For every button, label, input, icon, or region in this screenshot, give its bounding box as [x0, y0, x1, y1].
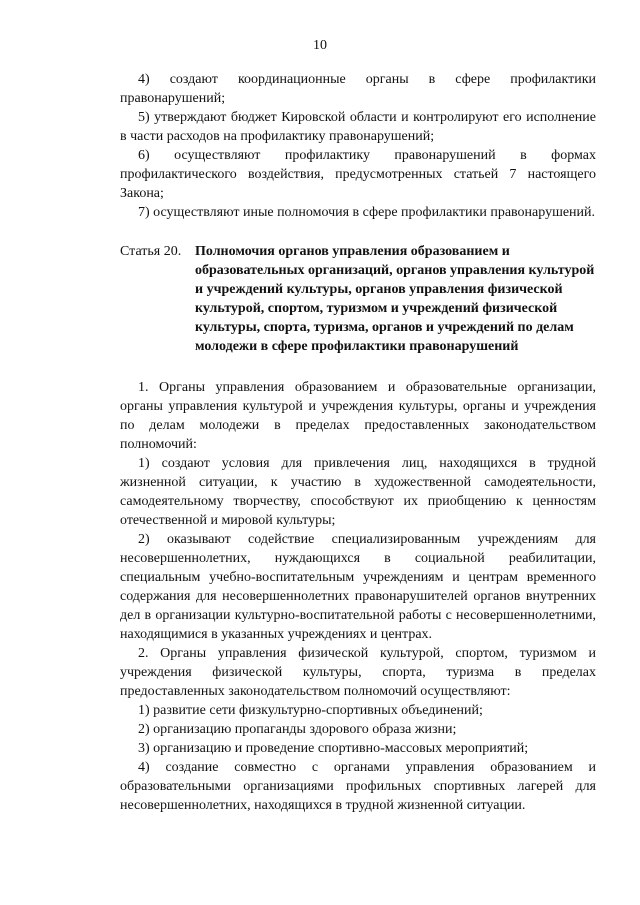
article-title: Полномочия органов управления образованием и образовательных организаций, органов управления культурой и учреждений культуры, органов управления физической культурой, спортом, туризмом и учреждений физической культуры, спорта, туризма, органов и учреждений по делам молодежи в сфере профилактики правонарушений	[195, 244, 595, 354]
list-item: 1) создают условия для привлечения лиц, находящихся в трудной жизненной ситуации, к участию в художественной самодеятельности, самодеятельному творчеству, способствуют их приобщению к ценностям отечественной и мировой культуры;	[120, 456, 596, 528]
list-item: 4) создают координационные органы в сфере профилактики правонарушений;	[120, 72, 596, 106]
part-1-intro: 1. Органы управления образованием и образовательные организации, органы управления культурой и учреждения культуры, органы и учреждения по делам молодежи в пределах предоставленных законодательством полномочий:	[120, 380, 596, 452]
list-item: 2) оказывают содействие специализированным учреждениям для несовершеннолетних, нуждающихся в социальной реабилитации, специальным учебно-воспитательным учреждениям и центрам временного содержания для несовершеннолетних правонарушителей органов внутренних дел в организации культурно-воспитательной работы с несовершеннолетними, находящимися в указанных учреждениях и центрах.	[120, 532, 596, 642]
article-body	[120, 378, 596, 815]
list-item: 3) организацию и проведение спортивно-массовых мероприятий;	[138, 741, 529, 756]
list-item: 6) осуществляют профилактику правонарушений в формах профилактического воздействия, предусмотренных статьей 7 настоящего Закона;	[120, 148, 596, 201]
list-item: 7) осуществляют иные полномочия в сфере профилактики правонарушений.	[138, 205, 596, 220]
part-2-intro: 2. Органы управления физической культурой, спортом, туризмом и учреждения физической культуры, спорта, туризма в пределах предоставленных законодательством полномочий осуществляют:	[120, 646, 596, 699]
top-items-list	[120, 70, 596, 222]
list-item: 4) создание совместно с органами управления образованием и образовательными организациями профильных спортивных лагерей для несовершеннолетних, находящихся в трудной жизненной ситуации.	[120, 760, 596, 813]
list-item: 5) утверждают бюджет Кировской области и контролируют его исполнение в части расходов на профилактику правонарушений;	[120, 110, 596, 144]
list-item: 2) организацию пропаганды здорового образа жизни;	[138, 722, 457, 737]
article-label: Статья 20.	[120, 244, 182, 259]
list-item: 1) развитие сети физкультурно-спортивных объединений;	[138, 703, 483, 718]
page-number: 10	[313, 38, 327, 53]
